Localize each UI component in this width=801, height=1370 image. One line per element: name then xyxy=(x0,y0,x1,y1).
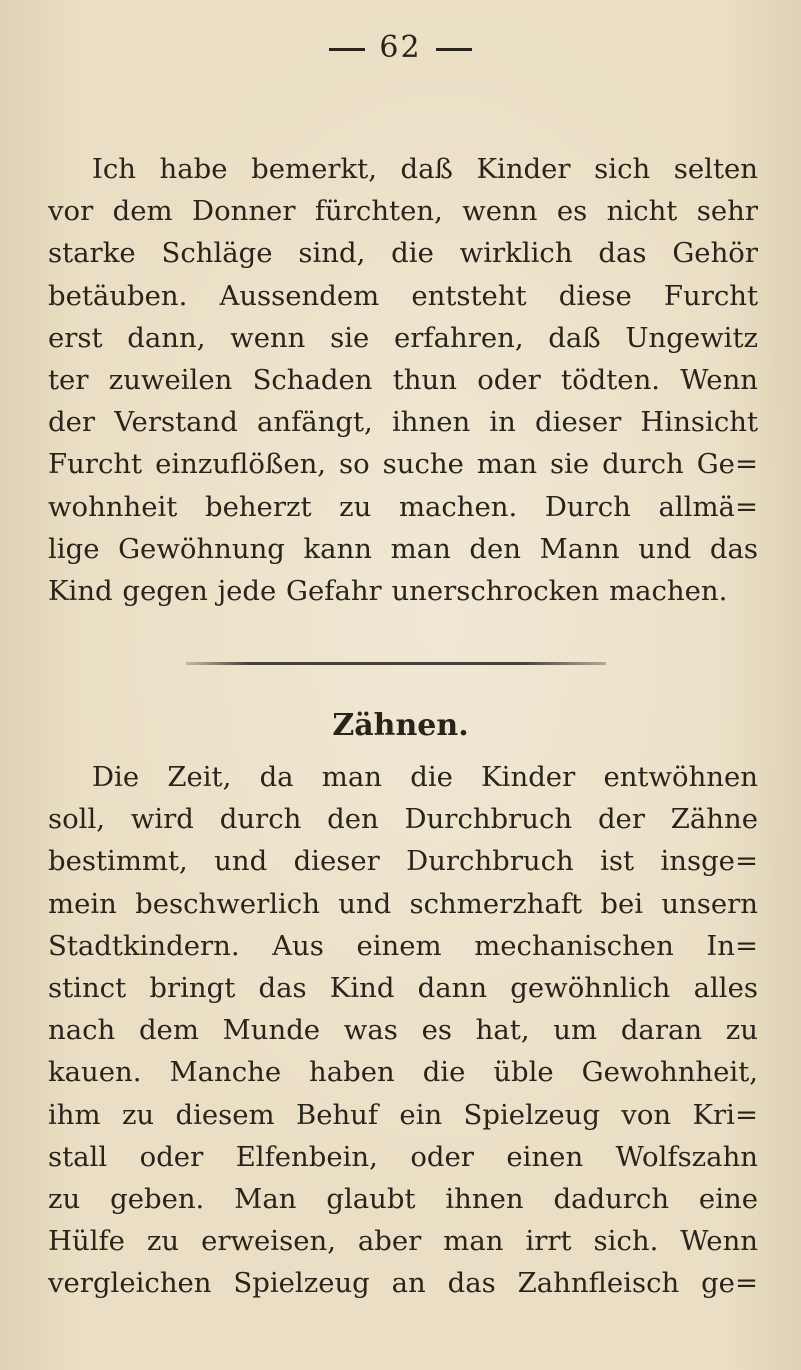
text-line: erst dann, wenn sie erfahren, daß Ungewitz xyxy=(48,321,758,354)
text-line: lige Gewöhnung kann man den Mann und das xyxy=(48,532,758,565)
page-number-text: 62 xyxy=(379,30,422,65)
text-line: Kind gegen jede Gefahr unerschrocken machen. xyxy=(48,575,728,608)
paragraph-thunder xyxy=(48,148,758,612)
text-line: wohnheit beherzt zu machen. Durch allmä= xyxy=(48,490,758,523)
section-divider xyxy=(186,662,606,665)
text-line: Stadtkindern. Aus einem mechanischen In= xyxy=(48,929,758,962)
text-line: Die Zeit, da man die Kinder entwöhnen xyxy=(92,761,758,793)
text-line: starke Schläge sind, die wirklich das Gehör xyxy=(48,237,758,270)
text-line: stinct bringt das Kind dann gewöhnlich alles xyxy=(48,972,758,1005)
page-number-dash-right xyxy=(436,48,472,51)
text-line: vor dem Donner fürchten, wenn es nicht sehr xyxy=(48,195,758,228)
text-line: stall oder Elfenbein, oder einen Wolfszahn xyxy=(48,1140,758,1173)
text-line: Ich habe bemerkt, daß Kinder sich selten xyxy=(92,153,758,185)
text-line: bestimmt, und dieser Durchbruch ist insge= xyxy=(48,845,758,878)
section-heading: Zähnen. xyxy=(332,708,469,743)
text-line: nach dem Munde was es hat, um daran zu xyxy=(48,1014,758,1047)
page-number xyxy=(0,30,801,65)
text-line: ter zuweilen Schaden thun oder tödten. Wenn xyxy=(48,364,758,397)
page-number-dash-left xyxy=(329,48,365,51)
text-line: kauen. Manche haben die üble Gewohnheit, xyxy=(48,1056,758,1089)
text-line: betäuben. Aussendem entsteht diese Furcht xyxy=(48,279,758,312)
text-line: Furcht einzuflößen, so suche man sie durch Ge= xyxy=(48,448,758,481)
text-line: mein beschwerlich und schmerzhaft bei unsern xyxy=(48,887,758,920)
text-line: Hülfe zu erweisen, aber man irrt sich. Wenn xyxy=(48,1225,758,1258)
text-line: zu geben. Man glaubt ihnen dadurch eine xyxy=(48,1183,758,1216)
text-line: ihm zu diesem Behuf ein Spielzeug von Kri= xyxy=(48,1098,758,1131)
text-line: der Verstand anfängt, ihnen in dieser Hinsicht xyxy=(48,406,758,439)
text-line: vergleichen Spielzeug an das Zahnfleisch ge= xyxy=(48,1267,758,1300)
text-line: soll, wird durch den Durchbruch der Zähne xyxy=(48,803,758,836)
paragraph-teeth xyxy=(48,756,758,1305)
